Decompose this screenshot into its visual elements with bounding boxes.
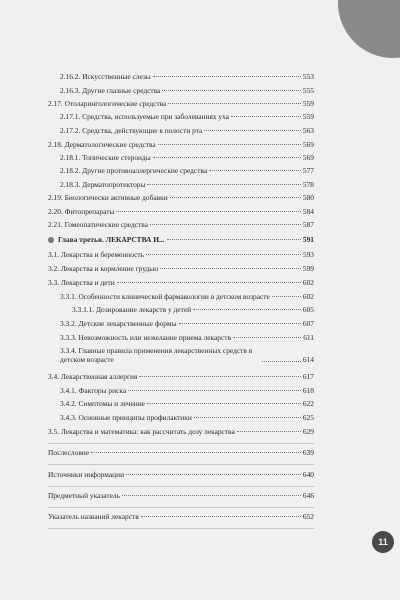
divider	[48, 486, 314, 487]
toc-entry[interactable]: 3.1. Лекарства и беременность 593	[48, 250, 314, 259]
divider	[48, 528, 314, 529]
toc-entry[interactable]: 2.17. Отоларингологические средства 559	[48, 99, 314, 108]
toc-entry[interactable]: 3.4.3. Основные принципы профилактики 625	[60, 413, 314, 422]
toc-entry[interactable]: 2.21. Гомеопатические средства 587	[48, 220, 314, 229]
toc-entry[interactable]: 2.16.3. Другие глазные средства 555	[60, 86, 314, 95]
toc-entry[interactable]: 3.3.3. Невозможность или нежелание приема лекарств 611	[60, 333, 314, 342]
divider	[48, 443, 314, 444]
toc-entry[interactable]: 3.4.1. Факторы риска 618	[60, 386, 314, 395]
toc-entry[interactable]: 2.19. Биологически активные добавки 580	[48, 193, 314, 202]
toc-entry[interactable]: 3.3. Лекарства и дети 602	[48, 278, 314, 287]
toc-entry[interactable]: 2.20. Фитопрепараты 584	[48, 207, 314, 216]
toc-entry[interactable]: 2.18.1. Топические стероиды 569	[60, 153, 314, 162]
chapter-bullet-icon	[48, 237, 54, 243]
toc-entry[interactable]: 3.5. Лекарства и математика: как рассчитать дозу лекарства 629	[48, 427, 314, 436]
toc-entry[interactable]: 3.3.4. Главные правила применения лекарственных средств в детском возрасте 614	[60, 346, 314, 364]
toc-entry[interactable]: Источники информации 640	[48, 470, 314, 479]
toc-entry[interactable]: 3.4.2. Симптомы и лечение 622	[60, 399, 314, 408]
toc-entry[interactable]: 2.18. Дерматологические средства 569	[48, 140, 314, 149]
toc-entry[interactable]: Указатель названий лекарств 652	[48, 512, 314, 521]
toc-entry[interactable]: 2.18.2. Другие противоаллергические средства 577	[60, 166, 314, 175]
divider	[48, 507, 314, 508]
toc-entry[interactable]: 3.4. Лекарственная аллергия 617	[48, 372, 314, 381]
toc-entry[interactable]: Послесловие 639	[48, 448, 314, 457]
toc-entry[interactable]: 3.3.2. Детские лекарственные формы 607	[60, 319, 314, 328]
toc-entry[interactable]: 2.17.1. Средства, используемые при заболеваниях уха 559	[60, 112, 314, 121]
toc-entry[interactable]: 2.16.2. Искусственные слезы 553	[60, 72, 314, 81]
toc-entry[interactable]: 3.3.1.1. Дозирование лекарств у детей 605	[72, 305, 314, 314]
toc-entry[interactable]: 2.18.3. Дерматопротекторы 578	[60, 180, 314, 189]
toc-entry[interactable]: Предметный указатель 646	[48, 491, 314, 500]
divider	[48, 464, 314, 465]
toc-entry[interactable]: 2.17.2. Средства, действующие в полости рта 563	[60, 126, 314, 135]
toc-entry[interactable]: 3.3.1. Особенности клинической фармакологии в детском возрасте 602	[60, 292, 314, 301]
toc-chapter-heading[interactable]: Глава третья. ЛЕКАРСТВА И... 591	[58, 235, 314, 244]
toc-entry[interactable]: 3.2. Лекарства и кормление грудью 599	[48, 264, 314, 273]
page-number-badge: 11	[372, 531, 394, 553]
